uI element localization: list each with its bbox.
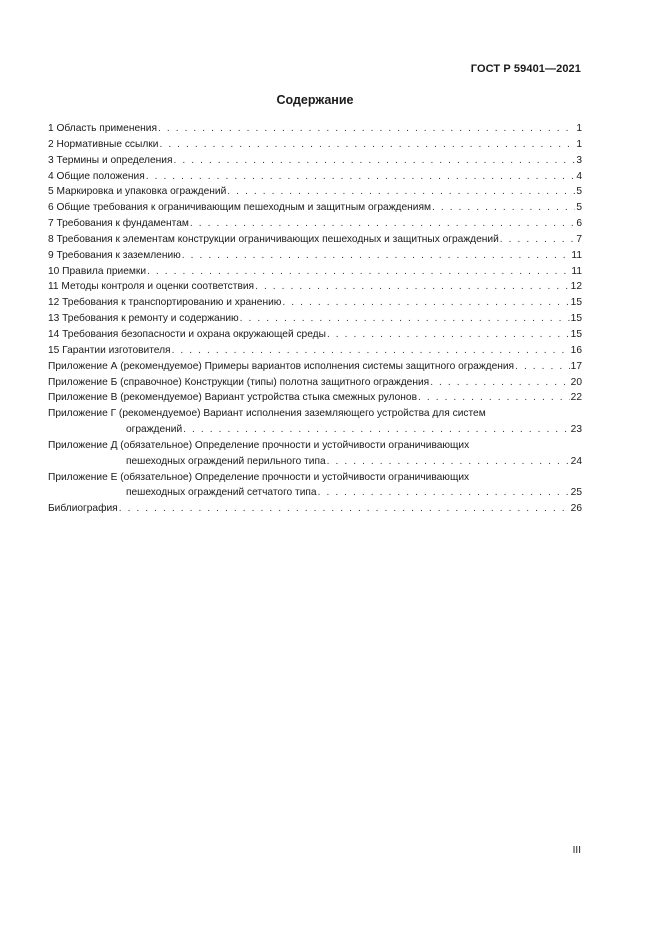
toc-entry-text: 7 Требования к фундаментам <box>48 218 189 230</box>
toc-entry-page: 26 <box>570 503 582 515</box>
toc-entry-text: 11 Методы контроля и оценки соответствия <box>48 281 255 293</box>
toc-entry-page: 12 <box>570 281 582 293</box>
toc-entry-page: 1 <box>576 123 582 134</box>
toc-entry-page: 5 <box>576 202 582 214</box>
toc-entry-page: 25 <box>570 487 582 499</box>
dot-leader <box>146 169 576 185</box>
toc-entry-section-7[interactable] <box>48 216 582 232</box>
toc-entry-text: 15 Гарантии изготовителя <box>48 344 171 356</box>
dot-leader <box>430 375 569 391</box>
toc-entry-appendix-v[interactable] <box>48 390 582 406</box>
dot-leader <box>158 121 575 137</box>
toc-entry-text: 4 Общие положения <box>48 170 145 182</box>
dot-leader <box>190 216 575 232</box>
toc-entry-text: Приложение В (рекомендуемое) Вариант устройства стыка смежных рулонов <box>48 392 417 404</box>
toc-entry-appendix-g[interactable] <box>48 406 582 438</box>
toc-entry-page: 24 <box>570 455 582 467</box>
toc-entry-page: 16 <box>570 344 582 356</box>
toc-title: Содержание <box>276 93 354 107</box>
toc-entry-text: Библиография <box>48 503 118 515</box>
toc-entry-section-11[interactable] <box>48 279 582 295</box>
toc-entry-text: Приложение Б (справочное) Конструкции (типы) полотна защитного ограждения <box>48 376 430 388</box>
toc-entry-section-13[interactable] <box>48 311 582 327</box>
toc-entry-section-5[interactable] <box>48 184 582 200</box>
table-of-contents <box>48 121 582 517</box>
toc-entry-section-4[interactable] <box>48 169 582 185</box>
toc-entry-text: 6 Общие требования к ограничивающим пешеходным и защитным ограждениям <box>48 202 431 214</box>
toc-entry-section-12[interactable] <box>48 295 582 311</box>
toc-entry-page: 15 <box>570 313 582 325</box>
toc-entry-appendix-b[interactable] <box>48 375 582 391</box>
toc-entry-section-9[interactable] <box>48 248 582 264</box>
toc-entry-appendix-a[interactable] <box>48 359 582 375</box>
toc-entry-text: пешеходных ограждений перильного типа <box>126 455 326 467</box>
toc-entry-page: 6 <box>576 218 582 230</box>
dot-leader <box>432 200 575 216</box>
toc-entry-text: 13 Требования к ремонту и содержанию <box>48 313 239 325</box>
toc-entry-page: 3 <box>576 154 582 166</box>
dot-leader <box>172 343 570 359</box>
dot-leader <box>500 232 576 248</box>
toc-entry-appendix-e[interactable] <box>48 470 582 502</box>
toc-entry-page: 1 <box>576 138 582 150</box>
toc-entry-first-line: Приложение Г (рекомендуемое) Вариант исполнения заземляющего устройства для систем <box>48 408 486 420</box>
toc-entry-text: ограждений <box>126 424 183 436</box>
toc-entry-page: 4 <box>576 170 582 182</box>
toc-entry-section-14[interactable] <box>48 327 582 343</box>
toc-entry-page: 22 <box>570 392 582 404</box>
dot-leader <box>119 501 570 517</box>
toc-entry-text: 3 Термины и определения <box>48 154 173 166</box>
toc-entry-appendix-d[interactable] <box>48 438 582 470</box>
toc-entry-text: 8 Требования к элементам конструкции ограничивающих пешеходных и защитных ограждений <box>48 233 499 245</box>
dot-leader <box>159 137 575 153</box>
toc-entry-text: 10 Правила приемки <box>48 265 147 277</box>
dot-leader <box>327 327 570 343</box>
toc-entry-text: пешеходных ограждений сетчатого типа <box>126 487 317 499</box>
dot-leader <box>173 153 575 169</box>
dot-leader <box>182 248 571 264</box>
toc-entry-text: Приложение А (рекомендуемое) Примеры вариантов исполнения системы защитного ограждения <box>48 360 515 372</box>
dot-leader <box>282 295 569 311</box>
toc-entry-text: 9 Требования к заземлению <box>48 249 181 261</box>
toc-entry-text: 5 Маркировка и упаковка ограждений <box>48 186 227 198</box>
toc-entry-section-10[interactable] <box>48 264 582 280</box>
dot-leader <box>318 485 570 501</box>
dot-leader <box>515 359 570 375</box>
toc-entry-section-6[interactable] <box>48 200 582 216</box>
toc-entry-page: 17 <box>570 360 582 372</box>
toc-entry-page: 7 <box>576 233 582 245</box>
toc-entry-text: 14 Требования безопасности и охрана окружающей среды <box>48 328 326 340</box>
toc-entry-section-8[interactable] <box>48 232 582 248</box>
toc-entry-section-15[interactable] <box>48 343 582 359</box>
toc-entry-page: 11 <box>571 249 582 261</box>
toc-entry-page: 5 <box>576 186 582 198</box>
document-code: ГОСТ Р 59401—2021 <box>470 63 581 75</box>
toc-entry-page: 15 <box>570 297 582 309</box>
dot-leader <box>327 454 570 470</box>
toc-entry-page: 11 <box>571 265 582 277</box>
toc-entry-page: 15 <box>570 328 582 340</box>
toc-entry-text: 1 Область применения <box>48 123 157 134</box>
toc-entry-text: 12 Требования к транспортированию и хранению <box>48 297 282 309</box>
dot-leader <box>227 184 575 200</box>
toc-entry-first-line: Приложение Д (обязательное) Определение прочности и устойчивости ограничивающих <box>48 439 470 451</box>
toc-entry-page: 23 <box>570 424 582 436</box>
page-number: III <box>572 845 581 856</box>
dot-leader <box>147 264 570 280</box>
toc-entry-first-line: Приложение Е (обязательное) Определение прочности и устойчивости ограничивающих <box>48 471 470 483</box>
toc-entry-bibliography[interactable] <box>48 501 582 517</box>
toc-entry-section-2[interactable] <box>48 137 582 153</box>
dot-leader <box>255 279 570 295</box>
dot-leader <box>183 422 570 438</box>
dot-leader <box>418 390 570 406</box>
toc-entry-section-3[interactable] <box>48 153 582 169</box>
dot-leader <box>240 311 570 327</box>
toc-entry-section-1[interactable] <box>48 121 582 137</box>
toc-entry-text: 2 Нормативные ссылки <box>48 138 159 150</box>
toc-entry-page: 20 <box>570 376 582 388</box>
